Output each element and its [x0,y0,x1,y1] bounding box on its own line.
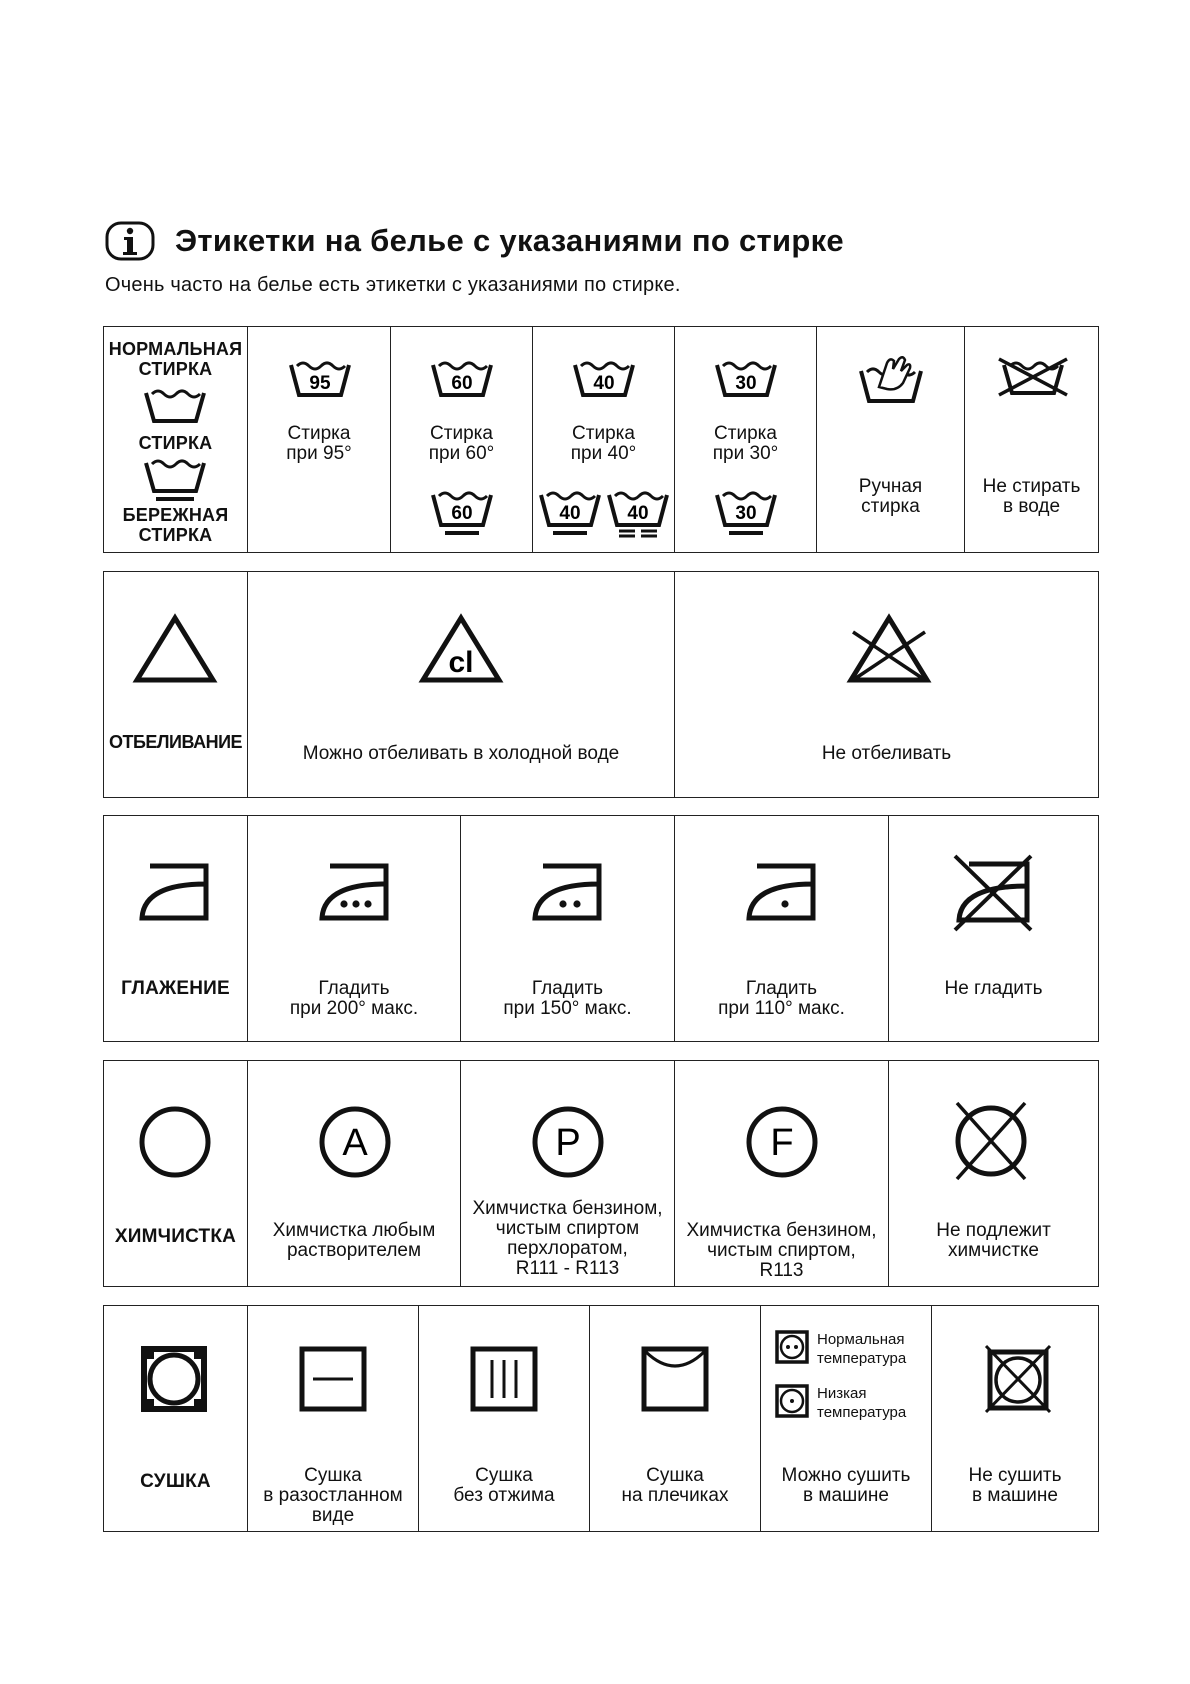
iron-110-icon [745,862,819,922]
iron-150-label2: при 150° макс. [503,998,632,1019]
machine-dry-label [761,1466,931,1506]
drip-dry-label1: Сушка [475,1465,533,1486]
bleach-cold-label: Можно отбеливать в холодной воде [302,743,620,764]
wash-tub-gentle-icon [142,455,208,503]
washing-normal-label [104,339,247,379]
svg-text:A: A [342,1122,368,1164]
drycleaning-category-cell [104,1061,247,1286]
page-subtitle: Очень часто на белье есть этикетки с указаниями по стирке. [105,274,681,296]
svg-text:30: 30 [735,503,757,524]
wash-95-label2: при 95° [286,443,352,464]
wash-30-cell [674,327,816,552]
dry-flat-icon [299,1346,367,1412]
iron-150-label [461,979,674,1019]
iron-150-icon [531,862,605,922]
iron-200-label2: при 200° макс. [289,998,419,1019]
normal-label-line2: СТИРКА [138,359,213,379]
svg-text:P: P [555,1122,581,1164]
svg-text:F: F [770,1122,794,1164]
no-bleach-label: Не отбеливать [821,743,952,764]
drip-dry-cell [418,1306,589,1531]
drip-dry-label2: без отжима [453,1485,555,1506]
wash-60-label2: при 60° [428,443,495,464]
dry-clean-f-label [675,1221,888,1281]
svg-text:60: 60 [451,373,473,394]
iron-icon [138,862,212,922]
wash-95-label [248,424,390,464]
drying-category-cell [104,1306,247,1531]
iron-110-label2: при 110° макс. [718,998,845,1019]
line-dry-icon [641,1346,709,1412]
page-title: Этикетки на белье с указаниями по стирке [175,223,844,258]
dry-clean-any-label1: Химчистка любым [272,1220,436,1241]
no-dry-clean-label2: химчистке [948,1240,1039,1261]
gentle-label-line3: СТИРКА [138,525,213,545]
wash-tub-normal-icon [142,385,208,425]
machine-dry-low-label [817,1384,906,1422]
dry-flat-label3: виде [311,1505,355,1526]
wash-30-label [675,424,816,464]
iron-200-cell [247,816,460,1041]
no-machine-dry-label2: в машине [972,1485,1058,1506]
no-machine-dry-label [932,1466,1098,1506]
gentle-label [104,505,247,545]
no-wash-label1: Не стирать [982,476,1081,497]
dry-clean-any-label [248,1221,460,1261]
dry-clean-f-label2: чистым спиртом, [707,1240,856,1261]
no-bleach-cell [674,572,1098,797]
bleach-section [103,571,1099,798]
tumble-dry-icon [141,1346,207,1412]
iron-110-label1: Гладить [745,978,818,999]
iron-200-label [248,979,460,1019]
no-machine-dry-label1: Не сушить [968,1465,1062,1486]
dry-clean-f-cell [674,1061,888,1286]
dry-clean-f-icon [745,1105,819,1179]
dry-flat-label2: в разостланном [263,1485,403,1506]
dry-clean-p-cell [460,1061,674,1286]
line-dry-label [590,1466,760,1506]
bleach-chlorine-icon [419,612,503,684]
bleach-triangle-icon [133,612,217,684]
dry-clean-any-label2: растворителем [286,1240,422,1261]
dry-clean-p-label1: Химчистка бензином, [472,1198,663,1219]
dry-flat-label [248,1466,418,1526]
no-iron-label: Не гладить [944,978,1043,999]
drycleaning-category-label: ХИМЧИСТКА [114,1226,237,1247]
normal-temp-label2: температура [817,1350,907,1367]
dry-flat-cell [247,1306,418,1531]
gentle-label-line1: СТИРКА [138,433,213,453]
dry-clean-p-label4: R111 - R113 [515,1258,620,1279]
svg-text:60: 60 [451,503,473,524]
hand-wash-label2: стирка [861,496,920,517]
no-dry-clean-label1: Не подлежит [936,1220,1051,1241]
line-dry-label2: на плечиках [621,1485,729,1506]
wash-60-label [391,424,532,464]
machine-dry-normal-label [817,1330,906,1368]
no-bleach-icon [847,610,931,684]
dry-flat-label1: Сушка [304,1465,362,1486]
dry-clean-p-label2: чистым спиртом [495,1218,640,1239]
wash-40-label [533,424,674,464]
wash-95-label1: Стирка [287,423,351,444]
hand-wash-cell [816,327,964,552]
wash-30-label2: при 30° [712,443,779,464]
dry-clean-p-icon [531,1105,605,1179]
tumble-dry-low-icon [775,1384,809,1418]
svg-text:40: 40 [627,503,649,524]
drycleaning-section [103,1060,1099,1287]
washing-category-cell [104,327,247,552]
hand-wash-icon [857,353,925,405]
machine-dry-label1: Можно сушить [781,1465,911,1486]
machine-dry-cell [760,1306,931,1531]
low-temp-label2: температура [817,1404,907,1421]
dry-clean-circle-icon [138,1105,212,1179]
page-header [105,221,844,261]
ironing-section [103,815,1099,1042]
drip-dry-label [419,1466,589,1506]
drying-section [103,1305,1099,1532]
no-wash-label2: в воде [1002,496,1061,517]
wash-60-icon [429,357,495,399]
wash-40-label1: Стирка [572,423,635,444]
hand-wash-label [817,477,964,517]
wash-95-icon [287,357,353,399]
no-iron-icon [951,854,1035,932]
iron-200-icon [318,862,392,922]
tumble-dry-normal-icon [775,1330,809,1364]
no-dry-clean-cell [888,1061,1098,1286]
normal-label-line1: НОРМАЛЬНАЯ [108,339,243,359]
gentle-label-line2: БЕРЕЖНАЯ [122,505,229,525]
no-iron-cell [888,816,1098,1041]
bleach-category-cell [104,572,247,797]
line-dry-cell [589,1306,760,1531]
iron-110-cell [674,816,888,1041]
svg-text:40: 40 [593,373,615,394]
wash-60-cell [390,327,532,552]
bleach-category-label: ОТБЕЛИВАНИЕ [108,732,243,752]
dry-clean-f-label3: R113 [759,1260,804,1281]
svg-text:40: 40 [559,503,581,524]
info-icon [105,221,155,261]
dry-clean-f-label1: Химчистка бензином, [686,1220,877,1241]
wash-40-label2: при 40° [570,443,637,464]
machine-dry-label2: в машине [803,1485,889,1506]
ironing-category-cell [104,816,247,1041]
svg-text:95: 95 [309,373,331,394]
no-dry-clean-label [889,1221,1098,1261]
hand-wash-label1: Ручная [858,476,923,497]
svg-text:30: 30 [735,373,757,394]
no-wash-cell [964,327,1098,552]
dry-clean-any-cell [247,1061,460,1286]
bleach-cold-cell [247,572,674,797]
iron-110-label [675,979,888,1019]
low-temp-label1: Низкая [817,1385,867,1402]
no-wash-label [965,477,1098,517]
wash-40-cell [532,327,674,552]
wash-60-label1: Стирка [430,423,493,444]
dry-clean-p-label3: перхлоратом, [507,1238,628,1259]
iron-150-cell [460,816,674,1041]
no-machine-dry-cell [931,1306,1098,1531]
wash-40-icon [571,357,637,399]
iron-150-label1: Гладить [531,978,604,999]
wash-30-label1: Стирка [714,423,777,444]
line-dry-label1: Сушка [646,1465,704,1486]
dry-clean-p-label [461,1199,674,1279]
wash-95-cell [247,327,390,552]
no-tumble-dry-icon [984,1344,1052,1414]
dry-clean-a-icon [318,1105,392,1179]
wash-40-very-gentle-icon [605,487,671,537]
wash-30-gentle-icon [713,487,779,537]
no-dry-clean-icon [953,1101,1029,1181]
drip-dry-icon [470,1346,538,1412]
drying-category-label: СУШКА [140,1471,211,1492]
washing-section [103,326,1099,553]
no-wash-icon [997,357,1069,397]
normal-temp-label1: Нормальная [817,1331,905,1348]
wash-40-gentle-icon [537,487,603,537]
ironing-category-label: ГЛАЖЕНИЕ [121,978,230,999]
wash-30-icon [713,357,779,399]
iron-200-label1: Гладить [318,978,390,999]
svg-text:cl: cl [448,646,474,679]
wash-60-gentle-icon [429,487,495,537]
